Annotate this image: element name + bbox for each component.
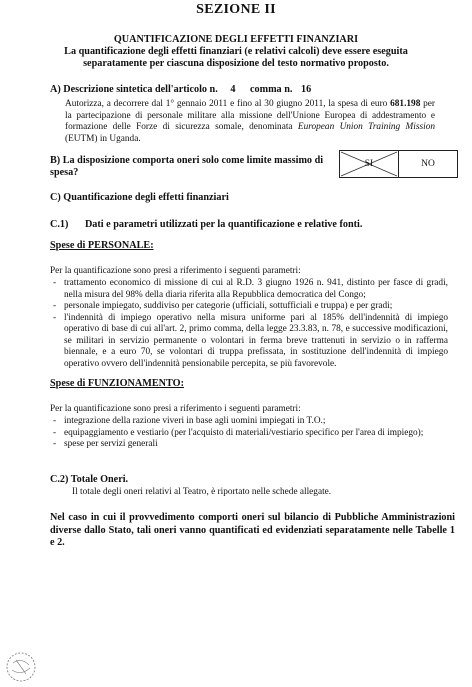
- section-b-question-line-1: B) La disposizione comporta oneri solo come limite massimo di: [50, 155, 324, 166]
- personale-heading: Spese di PERSONALE:: [50, 240, 154, 251]
- yes-option[interactable]: [340, 151, 398, 177]
- funzionamento-list: [50, 416, 455, 451]
- no-option[interactable]: [398, 151, 457, 177]
- section-a-label: A) Descrizione sintetica dell'articolo n.: [50, 84, 218, 95]
- description-text-1: Autorizza, a decorrere dal 1° gennaio 2011 e fino al 30 giugno 2011, la spesa di euro: [65, 99, 388, 109]
- yes-no-box: [339, 150, 458, 178]
- description-text-3: (EUTM) in Uganda.: [65, 133, 141, 144]
- section-b-question-line-2: spesa?: [50, 167, 79, 178]
- amount-value: 681.198: [390, 99, 421, 109]
- list-item: - equipaggiamento e vestiario (per l'acquisto di materiali/vestiario specifico per l'area di impiego);: [50, 428, 455, 440]
- list-item: - l'indennità di impiego operativo nella misura uniforme pari al 185% dell'indennità di impiego operativo di base di cui all'art. 2, primo comma, della legge 23.3.83, n. 78, e successive modificazioni, se militari in servizio permanente o volontari in ferma breve trattenuti in servizio o in rafferma biennale, e a euro 70, se volontari di truppa prefissata, in sostituzione dell'indennità di impiego operativo ovvero dell'indennità pensionabile percepita, se più favorevole.: [50, 313, 448, 371]
- document-subtitle-line-1: La quantificazione degli effetti finanziari (e relativi calcoli) deve essere eseguita: [64, 46, 408, 57]
- closing-note: Nel caso in cui il provvedimento comporti oneri sul bilancio di Pubbliche Amministrazioni diverse dallo Stato, tali oneri vanno quantificati ed evidenziati separatamente nelle Tabelle 1 e 2.: [50, 512, 455, 548]
- document-title: QUANTIFICAZIONE DEGLI EFFETTI FINANZIARI: [113, 34, 359, 45]
- section-c-heading: C) Quantificazione degli effetti finanziari: [50, 192, 229, 203]
- personale-list: [50, 278, 448, 370]
- section-a-description: [65, 99, 435, 145]
- article-number: 4: [230, 84, 236, 95]
- personale-intro: Per la quantificazione sono presi a riferimento i seguenti parametri:: [50, 266, 301, 276]
- comma-label: comma n.: [249, 84, 293, 95]
- seal-stamp: [4, 650, 38, 684]
- list-item: - personale impiegato, suddiviso per categorie (ufficiali, sottufficiali e truppa) e per gradi;: [50, 301, 448, 313]
- funzionamento-intro: Per la quantificazione sono presi a riferimento i seguenti parametri:: [50, 404, 301, 414]
- list-item: - integrazione della razione viveri in base agli uomini impiegati in T.O.;: [50, 416, 455, 428]
- yes-label: SI: [364, 159, 374, 169]
- mission-name: European Union Training Mission: [297, 122, 435, 132]
- section-c2-heading: C.2) Totale Oneri.: [50, 474, 129, 485]
- list-item: - trattamento economico di missione di cui al R.D. 3 giugno 1926 n. 941, distinto per fasce di gradi, nella misura del 98% della diaria riferita alla Repubblica democratica del Congo;: [50, 278, 448, 301]
- section-b-question: [50, 155, 340, 179]
- c1-number: C.1): [50, 219, 69, 230]
- funzionamento-heading: Spese di FUNZIONAMENTO:: [50, 378, 184, 389]
- description-text-2: per la partecipazione di personale militare alla missione dell'Unione Europea di addestramento e formazione delle Forze di sicurezza somale, denominata: [65, 99, 436, 132]
- no-label: NO: [421, 159, 435, 169]
- section-c1-heading: [50, 219, 362, 231]
- document-subtitle-line-2: separatamente per ciascuna disposizione del testo normativo proposto.: [83, 58, 389, 69]
- section-c2-text: Il totale degli oneri relativi al Teatro, è riportato nelle schede allegate.: [72, 487, 332, 497]
- section-a-heading: [50, 84, 311, 96]
- section-title: SEZIONE II: [196, 2, 276, 17]
- c1-title: Dati e parametri utilizzati per la quantificazione e relative fonti.: [84, 219, 363, 230]
- comma-number: 16: [300, 84, 312, 95]
- list-item: - spese per servizi generali: [50, 439, 455, 451]
